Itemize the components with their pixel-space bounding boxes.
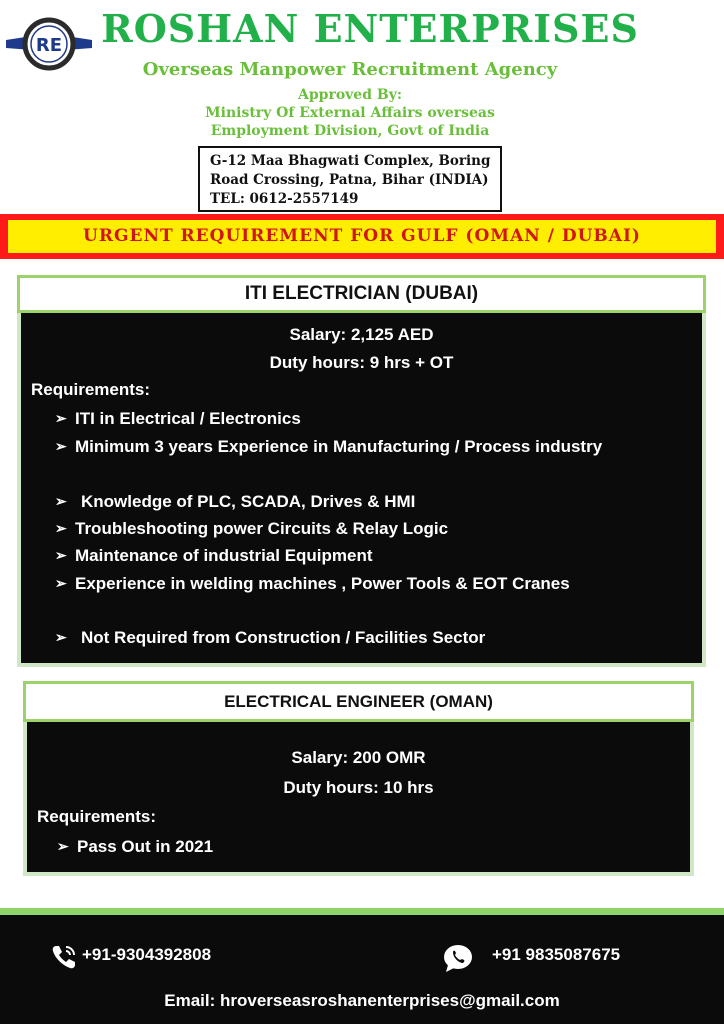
requirement-item: ➢ ITI in Electrical / Electronics: [55, 405, 695, 432]
address-line: G-12 Maa Bhagwati Complex, Boring: [210, 153, 491, 169]
job-details: [27, 722, 690, 872]
bullet-arrow-icon: ➢: [55, 438, 67, 454]
bullet-arrow-icon: ➢: [55, 547, 67, 563]
email-address[interactable]: Email: hroverseasroshanenterprises@gmail.com: [164, 991, 560, 1010]
bullet-arrow-icon: ➢: [55, 520, 67, 536]
requirements-heading: Requirements:: [31, 380, 151, 399]
footer: [0, 915, 724, 1024]
job-duty-hours: Duty hours: 9 hrs + OT: [269, 353, 454, 372]
job-salary: Salary: 200 OMR: [291, 748, 426, 767]
requirements-heading: Requirements:: [37, 807, 157, 826]
job-card-iti-electrician: [17, 275, 706, 667]
job-salary: Salary: 2,125 AED: [289, 325, 434, 344]
bullet-arrow-icon: ➢: [57, 838, 69, 854]
requirement-item: ➢ Maintenance of industrial Equipment: [55, 542, 695, 569]
company-name: ROSHAN ENTERPRISES: [101, 6, 639, 51]
bullet-arrow-icon: ➢: [55, 575, 67, 591]
job-title: ITI ELECTRICIAN (DUBAI): [17, 275, 706, 313]
requirement-item: ➢ Pass Out in 2021: [57, 833, 657, 860]
approval-line: Employment Division, Govt of India: [210, 123, 490, 139]
company-tagline: Overseas Manpower Recruitment Agency: [142, 59, 558, 80]
phone-number-whatsapp[interactable]: +91 9835087675: [492, 945, 621, 964]
phone-number-primary[interactable]: +91-9304392808: [82, 945, 212, 964]
bullet-arrow-icon: ➢: [55, 629, 67, 645]
job-card-electrical-engineer: [23, 681, 694, 876]
approval-line: Ministry Of External Affairs overseas: [205, 105, 495, 121]
whatsapp-icon: [442, 943, 474, 973]
header: [0, 0, 724, 215]
job-title: ELECTRICAL ENGINEER (OMAN): [23, 681, 694, 722]
approval-info: [100, 86, 600, 140]
telephone-line: TEL: 0612-2557149: [210, 191, 359, 207]
address-line: Road Crossing, Patna, Bihar (INDIA): [210, 172, 489, 188]
phone-icon: [50, 943, 78, 971]
company-logo: [6, 14, 92, 74]
address-box: [198, 146, 502, 212]
bullet-arrow-icon: ➢: [55, 410, 67, 426]
job-duty-hours: Duty hours: 10 hrs: [283, 778, 434, 797]
requirement-item: ➢ Minimum 3 years Experience in Manufacturing / Process industry: [55, 433, 695, 460]
requirement-item: ➢ Troubleshooting power Circuits & Relay Logic: [55, 515, 695, 542]
footer-divider: [0, 908, 724, 915]
urgent-banner: [0, 214, 724, 259]
approval-line: Approved By:: [298, 87, 402, 103]
bullet-arrow-icon: ➢: [55, 493, 67, 509]
requirement-item: ➢ Experience in welding machines , Power Tools & EOT Cranes: [55, 570, 655, 597]
logo-text: RE: [35, 35, 63, 56]
urgent-banner-text: URGENT REQUIREMENT FOR GULF (OMAN / DUBAI): [8, 220, 716, 253]
requirement-item: ➢ Knowledge of PLC, SCADA, Drives & HMI: [55, 488, 695, 515]
requirement-item: ➢ Not Required from Construction / Facilities Sector: [55, 624, 695, 651]
job-details: [21, 313, 702, 663]
